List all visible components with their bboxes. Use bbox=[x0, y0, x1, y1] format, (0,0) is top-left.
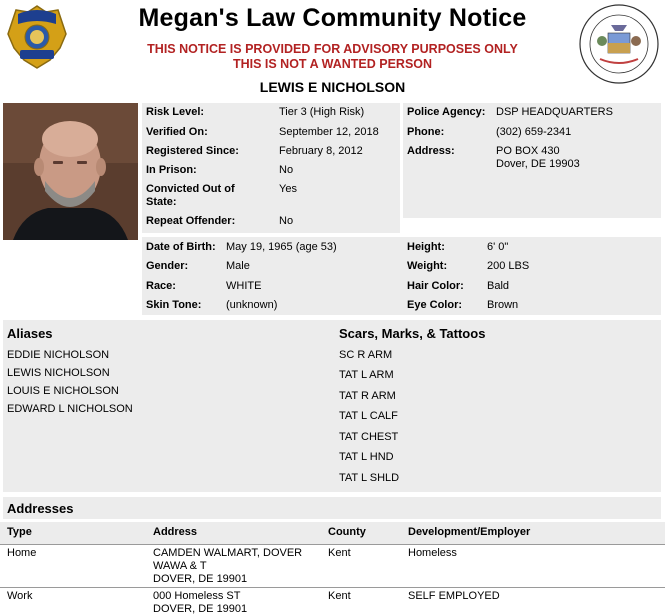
mark-item: TAT L CALF bbox=[339, 410, 398, 422]
offender-photo bbox=[3, 103, 138, 240]
column-header-county: County bbox=[328, 526, 366, 538]
convicted-out-value: Yes bbox=[279, 183, 297, 195]
column-header-type: Type bbox=[7, 526, 32, 538]
in-prison-label: In Prison: bbox=[146, 164, 197, 176]
convicted-out-label bbox=[146, 183, 235, 209]
police-agency-value: DSP HEADQUARTERS bbox=[496, 106, 613, 118]
dob-label: Date of Birth: bbox=[146, 241, 216, 253]
dob-value: May 19, 1965 (age 53) bbox=[226, 241, 337, 253]
address-county: Kent bbox=[328, 590, 351, 602]
verified-on-value: September 12, 2018 bbox=[279, 126, 379, 138]
alias-item: EDDIE NICHOLSON bbox=[7, 349, 110, 361]
addresses-title: Addresses bbox=[7, 501, 74, 516]
skin-tone-label: Skin Tone: bbox=[146, 299, 202, 311]
mark-item: TAT L SHLD bbox=[339, 472, 400, 484]
height-label: Height: bbox=[407, 241, 445, 253]
column-header-address: Address bbox=[153, 526, 198, 538]
delaware-state-seal-icon bbox=[578, 3, 660, 85]
repeat-offender-label: Repeat Offender: bbox=[146, 215, 236, 227]
weight-label: Weight: bbox=[407, 260, 448, 272]
alias-item: LEWIS NICHOLSON bbox=[7, 367, 110, 379]
agency-address-line1: PO BOX 430 bbox=[496, 145, 560, 157]
agency-address-label: Address: bbox=[407, 145, 455, 157]
convicted-out-label-line2: State: bbox=[146, 196, 177, 208]
address-line: CAMDEN WALMART, DOVER bbox=[153, 547, 303, 559]
height-value: 6' 0" bbox=[487, 241, 509, 253]
address-line: DOVER, DE 19901 bbox=[153, 573, 248, 585]
race-label: Race: bbox=[146, 280, 176, 292]
agency-address-line2: Dover, DE 19903 bbox=[496, 158, 580, 170]
row-divider bbox=[0, 544, 665, 545]
address-county: Kent bbox=[328, 547, 351, 559]
registered-since-value: February 8, 2012 bbox=[279, 145, 363, 157]
marks-title: Scars, Marks, & Tattoos bbox=[339, 326, 486, 341]
address-type: Home bbox=[7, 547, 37, 559]
alias-item: EDWARD L NICHOLSON bbox=[7, 403, 133, 415]
agency-address-value bbox=[496, 145, 580, 171]
address-employer: Homeless bbox=[408, 547, 457, 559]
physical-panel bbox=[142, 237, 661, 315]
address-line: DOVER, DE 19901 bbox=[153, 603, 248, 615]
advisory-notice bbox=[70, 42, 595, 72]
mark-item: SC R ARM bbox=[339, 349, 393, 361]
column-header-employer: Development/Employer bbox=[408, 526, 531, 538]
skin-tone-value: (unknown) bbox=[226, 299, 278, 311]
page-title: Megan's Law Community Notice bbox=[138, 4, 527, 32]
in-prison-value: No bbox=[279, 164, 294, 176]
advisory-line-2: THIS IS NOT A WANTED PERSON bbox=[232, 57, 433, 71]
offender-name: LEWIS E NICHOLSON bbox=[259, 79, 406, 95]
risk-level-label: Risk Level: bbox=[146, 106, 205, 118]
address-value bbox=[153, 547, 302, 586]
mark-item: TAT L ARM bbox=[339, 369, 394, 381]
delaware-state-police-badge-icon bbox=[6, 4, 68, 70]
gender-label: Gender: bbox=[146, 260, 189, 272]
alias-item: LOUIS E NICHOLSON bbox=[7, 385, 119, 397]
police-agency-label: Police Agency: bbox=[407, 106, 486, 118]
address-type: Work bbox=[7, 590, 33, 602]
verified-on-label: Verified On: bbox=[146, 126, 208, 138]
address-value bbox=[153, 590, 247, 616]
phone-label: Phone: bbox=[407, 126, 445, 138]
registered-since-label: Registered Since: bbox=[146, 145, 239, 157]
aliases-title: Aliases bbox=[7, 326, 53, 341]
mark-item: TAT L HND bbox=[339, 451, 394, 463]
eye-color-value: Brown bbox=[487, 299, 519, 311]
address-line: WAWA & T bbox=[153, 560, 207, 572]
risk-level-value: Tier 3 (High Risk) bbox=[279, 106, 365, 118]
addresses-title-bar bbox=[3, 497, 661, 519]
row-divider bbox=[0, 587, 665, 588]
weight-value: 200 LBS bbox=[487, 260, 530, 272]
hair-color-value: Bald bbox=[487, 280, 510, 292]
advisory-line-1: THIS NOTICE IS PROVIDED FOR ADVISORY PURPOSES ONLY bbox=[147, 42, 518, 56]
convicted-out-label-line1: Convicted Out of bbox=[146, 183, 235, 195]
notice-header bbox=[0, 0, 665, 100]
repeat-offender-value: No bbox=[279, 215, 294, 227]
gender-value: Male bbox=[226, 260, 250, 272]
eye-color-label: Eye Color: bbox=[407, 299, 463, 311]
race-value: WHITE bbox=[226, 280, 262, 292]
address-line: 000 Homeless ST bbox=[153, 590, 241, 602]
mark-item: TAT CHEST bbox=[339, 431, 399, 443]
mark-item: TAT R ARM bbox=[339, 390, 396, 402]
phone-value: (302) 659-2341 bbox=[496, 126, 572, 138]
address-employer: SELF EMPLOYED bbox=[408, 590, 500, 602]
hair-color-label: Hair Color: bbox=[407, 280, 464, 292]
